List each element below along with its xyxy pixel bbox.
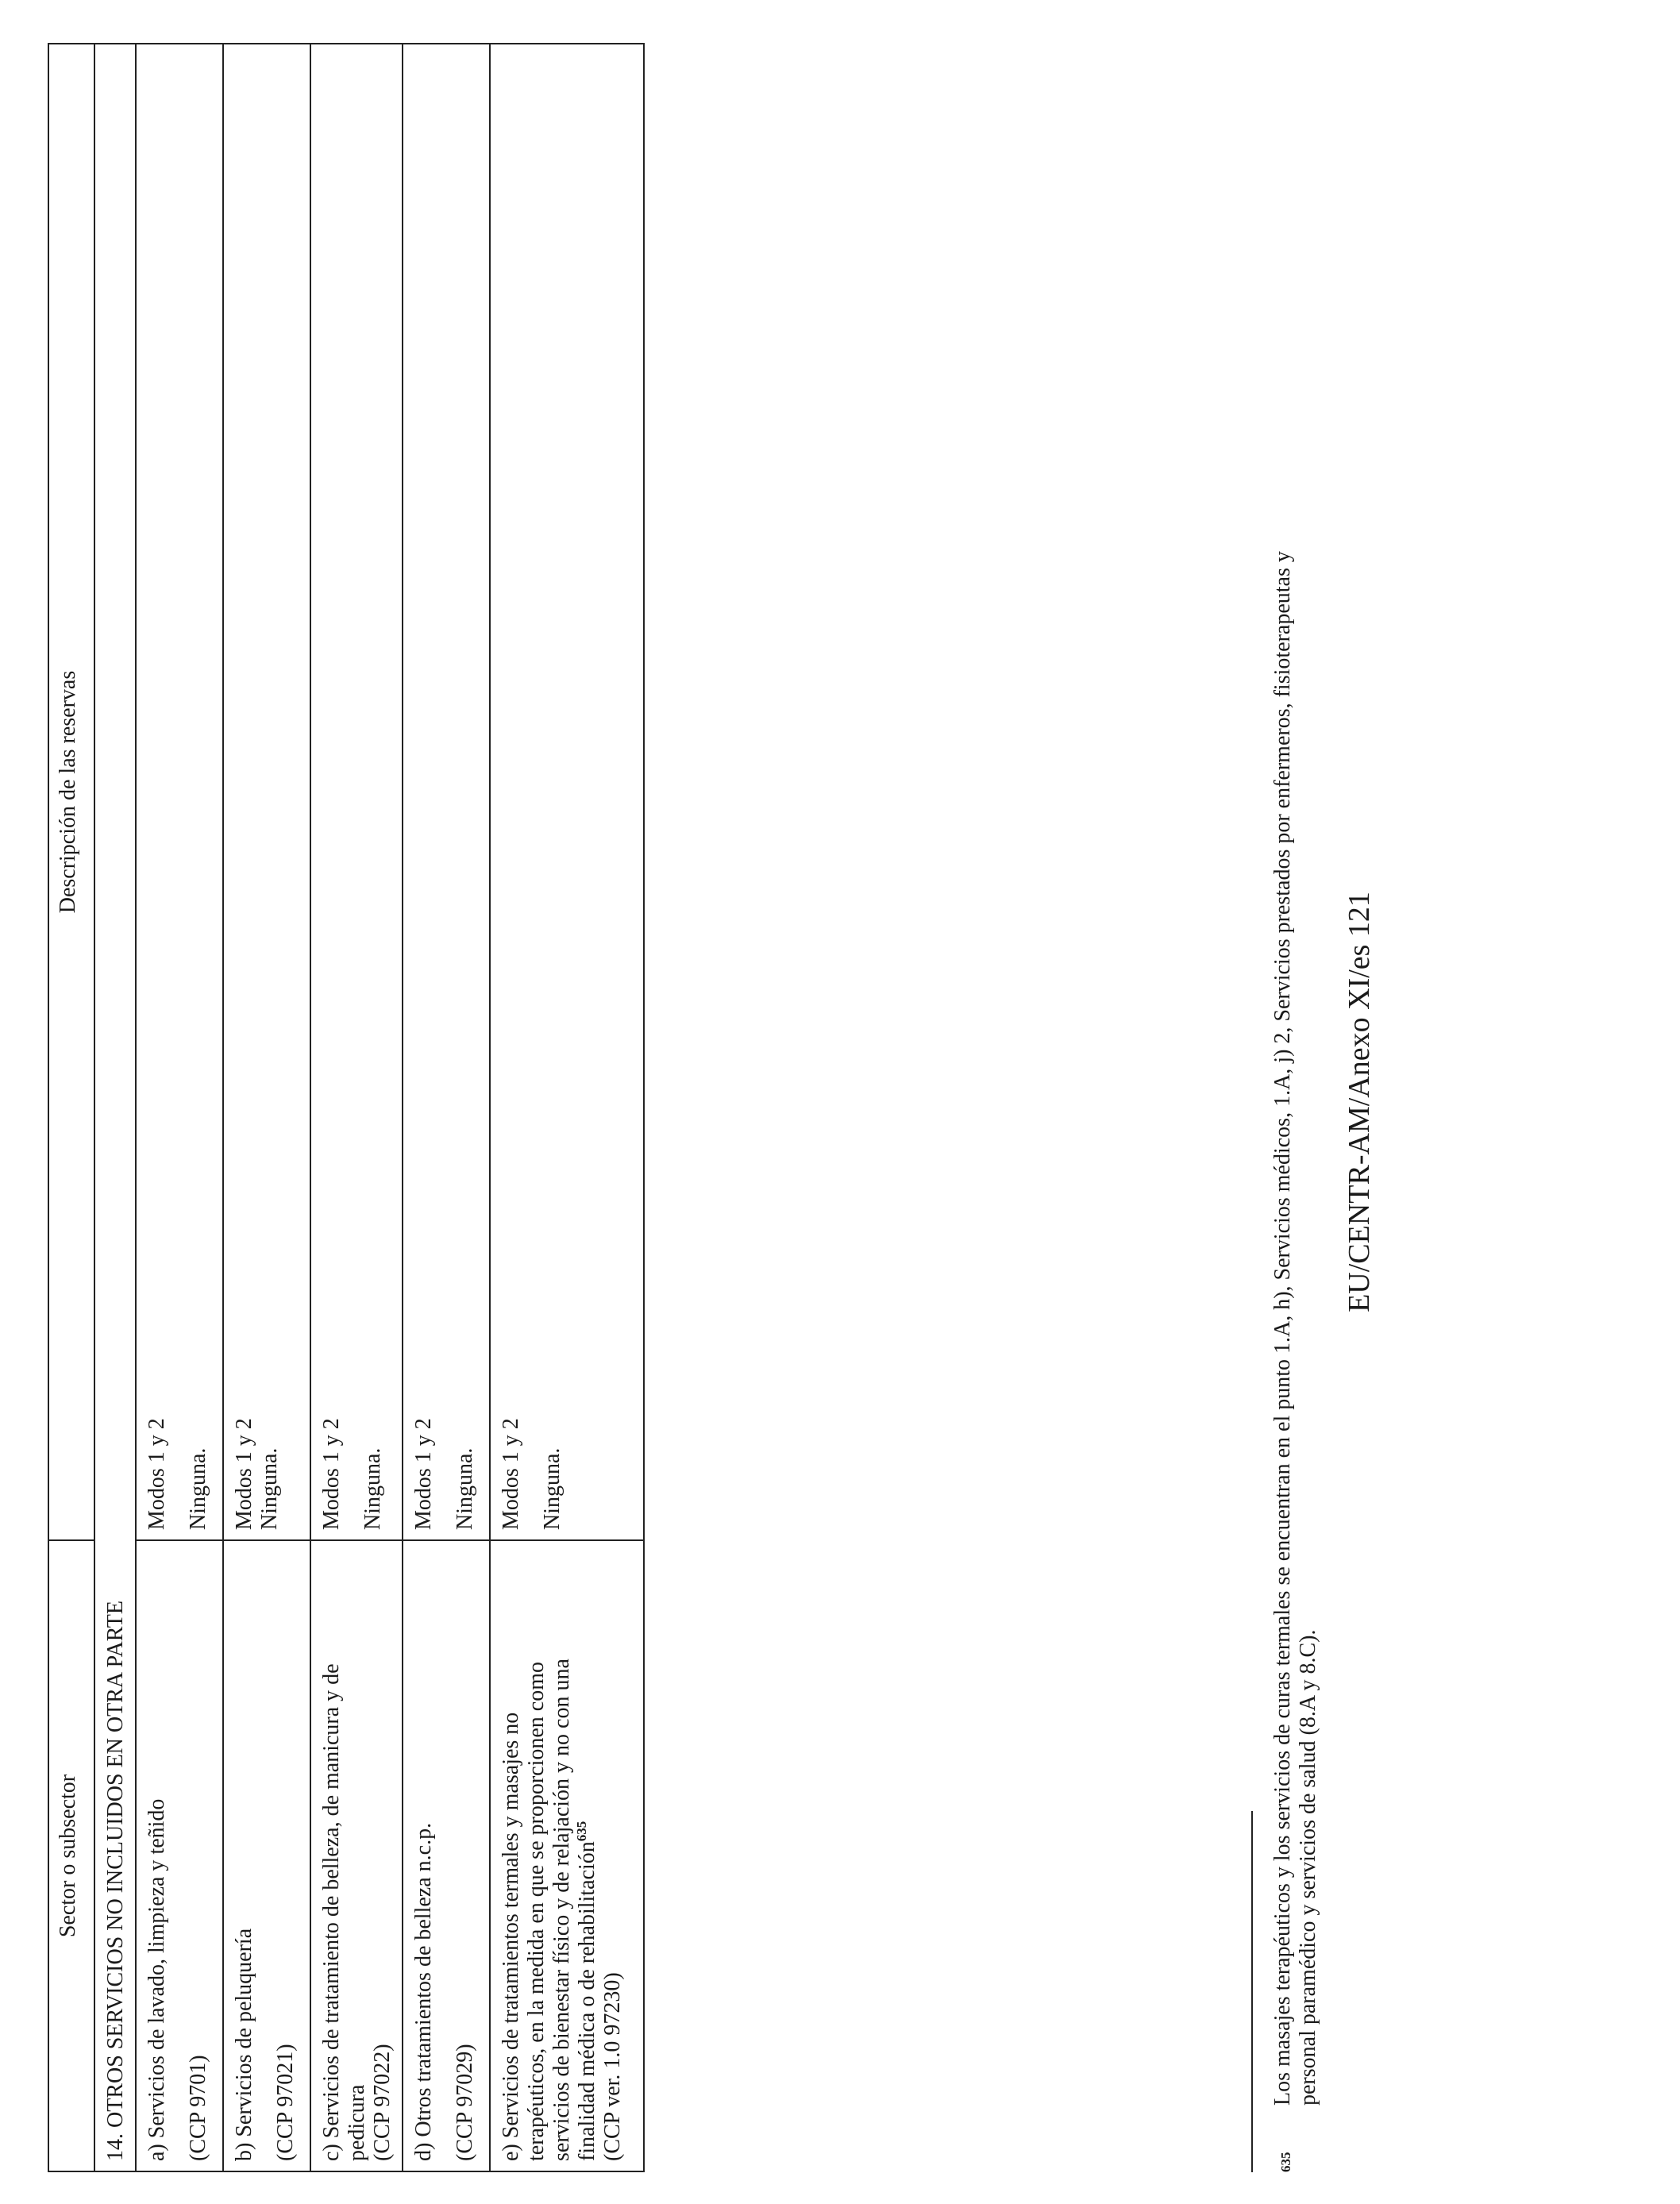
sector-text: b) Servicios de peluquería bbox=[232, 1928, 256, 2161]
table-row bbox=[403, 44, 490, 2171]
sector-cell bbox=[310, 1540, 403, 2171]
sector-text: pedicura bbox=[345, 2084, 369, 2161]
modes-text: Modos 1 y 2 bbox=[499, 1418, 523, 1530]
sector-text: finalidad médica o de rehabilitación bbox=[575, 1841, 599, 2161]
ccp-code: (CCP 97029) bbox=[453, 2044, 477, 2161]
sector-text-with-footnote bbox=[575, 1551, 600, 2161]
sector-text: d) Otros tratamientos de belleza n.c.p. bbox=[411, 1822, 436, 2161]
table-row bbox=[310, 44, 403, 2171]
section-title: 14. OTROS SERVICIOS NO INCLUIDOS EN OTRA PARTE bbox=[94, 44, 136, 2171]
sector-text: a) Servicios de lavado, limpieza y teñido bbox=[144, 1798, 169, 2161]
modes-text: Modos 1 y 2 bbox=[232, 1418, 256, 1530]
sector-text: e) Servicios de tratamientos termales y masajes no bbox=[499, 1712, 523, 2161]
description-cell bbox=[490, 44, 644, 1540]
sector-text: c) Servicios de tratamiento de belleza, de manicura y de bbox=[319, 1663, 344, 2161]
description-cell bbox=[403, 44, 490, 1540]
sector-cell bbox=[136, 1540, 223, 2171]
reservations-table bbox=[48, 43, 645, 2172]
footnote-reference[interactable]: 635 bbox=[574, 1821, 589, 1842]
ccp-code: (CCP ver. 1.0 97230) bbox=[600, 1972, 625, 2161]
footnote-text-line: personal paramédico y servicios de salud (8.A y 8.C). bbox=[1296, 1629, 1320, 2106]
modes-text: Modos 1 y 2 bbox=[319, 1418, 344, 1530]
ccp-code: (CCP 97022) bbox=[370, 2044, 395, 2161]
reservation-text: Ninguna. bbox=[453, 1447, 477, 1530]
header-description: Descripción de las reservas bbox=[48, 44, 94, 1540]
modes-text: Modos 1 y 2 bbox=[144, 1418, 169, 1530]
sector-text: servicios de bienestar físico y de relajación y no con una bbox=[549, 1659, 574, 2161]
ccp-code: (CCP 9701) bbox=[186, 2055, 210, 2161]
sector-cell bbox=[403, 1540, 490, 2171]
sector-cell bbox=[490, 1540, 644, 2171]
sector-cell bbox=[223, 1540, 310, 2171]
reservation-text: Ninguna. bbox=[257, 1447, 282, 1530]
table-row bbox=[223, 44, 310, 2171]
table-row bbox=[136, 44, 223, 2171]
description-cell bbox=[310, 44, 403, 1540]
section-row bbox=[94, 44, 136, 2171]
footnote bbox=[1270, 37, 1321, 2172]
table-row bbox=[490, 44, 644, 2171]
ccp-code: (CCP 97021) bbox=[273, 2044, 298, 2161]
description-cell bbox=[223, 44, 310, 1540]
modes-text: Modos 1 y 2 bbox=[411, 1418, 436, 1530]
reservation-text: Ninguna. bbox=[360, 1447, 385, 1530]
footnote-number: 635 bbox=[1278, 2152, 1293, 2172]
page-code: EU/CENTR-AM/Anexo XI/es 121 bbox=[1343, 892, 1376, 1312]
table-header-row bbox=[48, 44, 94, 2171]
footnote-text-line: Los masajes terapéuticos y los servicios de curas termales se encuentran en el punto 1.A, h), Servicios médicos, 1.A, j) 2, Servicios prestados por enfermeros, fisioterapeutas y bbox=[1270, 551, 1295, 2106]
reservation-text: Ninguna. bbox=[186, 1447, 210, 1530]
reservation-text: Ninguna. bbox=[540, 1447, 564, 1530]
footnote-separator bbox=[1251, 1811, 1253, 2172]
header-sector: Sector o subsector bbox=[48, 1540, 94, 2171]
description-cell bbox=[136, 44, 223, 1540]
sector-text: terapéuticos, en la medida en que se proporcionen como bbox=[524, 1662, 549, 2161]
